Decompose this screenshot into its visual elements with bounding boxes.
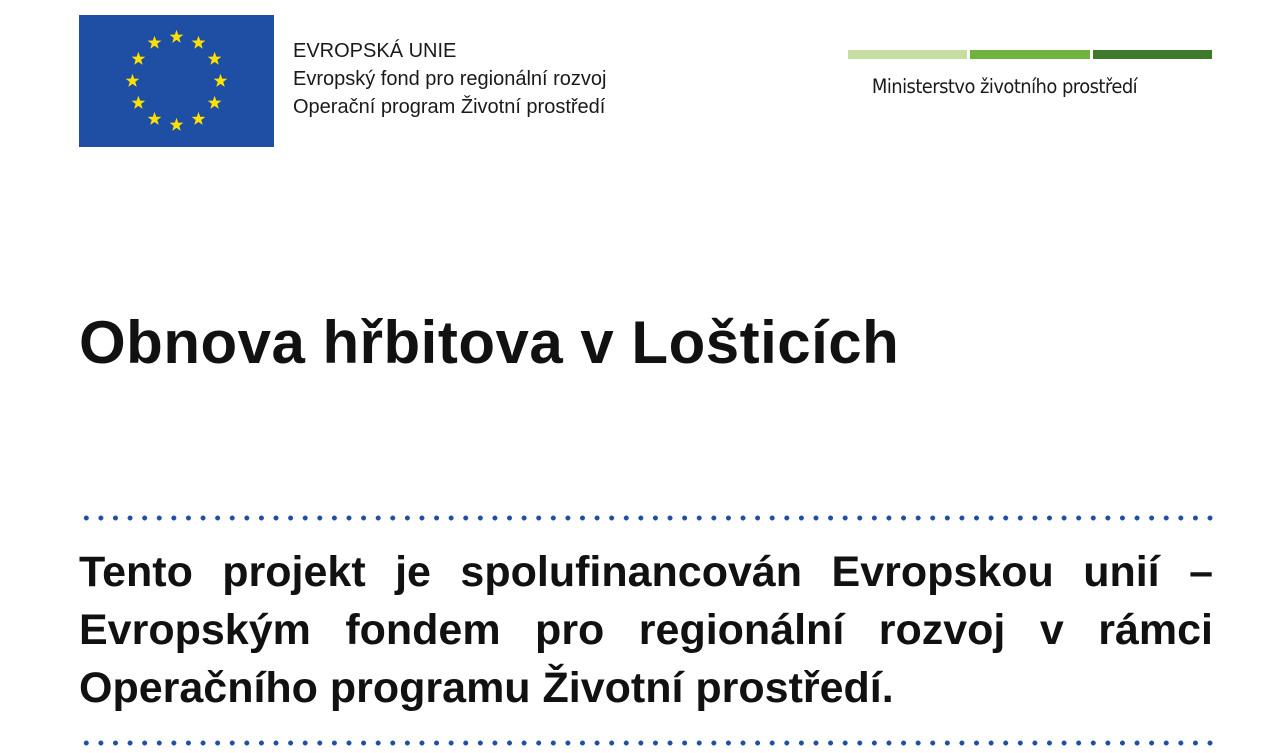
dotted-divider-bottom <box>79 740 1213 746</box>
ministry-bar-medium <box>970 50 1089 59</box>
eu-logo-line: Operační program Životní prostředí <box>293 96 606 118</box>
eu-star-icon <box>148 112 162 125</box>
eu-flag-icon <box>79 15 274 147</box>
eu-star-icon <box>214 74 228 87</box>
ministry-color-bars <box>848 50 1212 59</box>
dotted-divider-top <box>79 515 1213 521</box>
eu-star-icon <box>192 36 206 49</box>
eu-star-icon <box>132 52 146 65</box>
eu-star-icon <box>208 96 222 109</box>
eu-star-icon <box>170 118 184 131</box>
ministry-bar-light <box>848 50 967 59</box>
eu-star-icon <box>208 52 222 65</box>
eu-star-icon <box>170 30 184 43</box>
eu-logo-line: EVROPSKÁ UNIE <box>293 40 457 62</box>
eu-star-icon <box>126 74 140 87</box>
eu-logo-text <box>293 37 607 121</box>
funding-statement: Tento projekt je spolufinancován Evropskou unií – Evropským fondem pro regionální rozvoj v rámci Operačního programu Životní prostředí. <box>79 548 1213 712</box>
eu-logo-line: Evropský fond pro regionální rozvoj <box>293 68 607 90</box>
eu-star-icon <box>148 36 162 49</box>
page-title: Obnova hřbitova v Lošticích <box>79 309 900 376</box>
ministry-logo <box>848 50 1212 98</box>
ministry-bar-dark <box>1093 50 1212 59</box>
eu-star-icon <box>132 96 146 109</box>
eu-stars <box>79 15 274 147</box>
eu-star-icon <box>192 112 206 125</box>
ministry-name: Ministerstvo životního prostředí <box>871 75 1138 98</box>
